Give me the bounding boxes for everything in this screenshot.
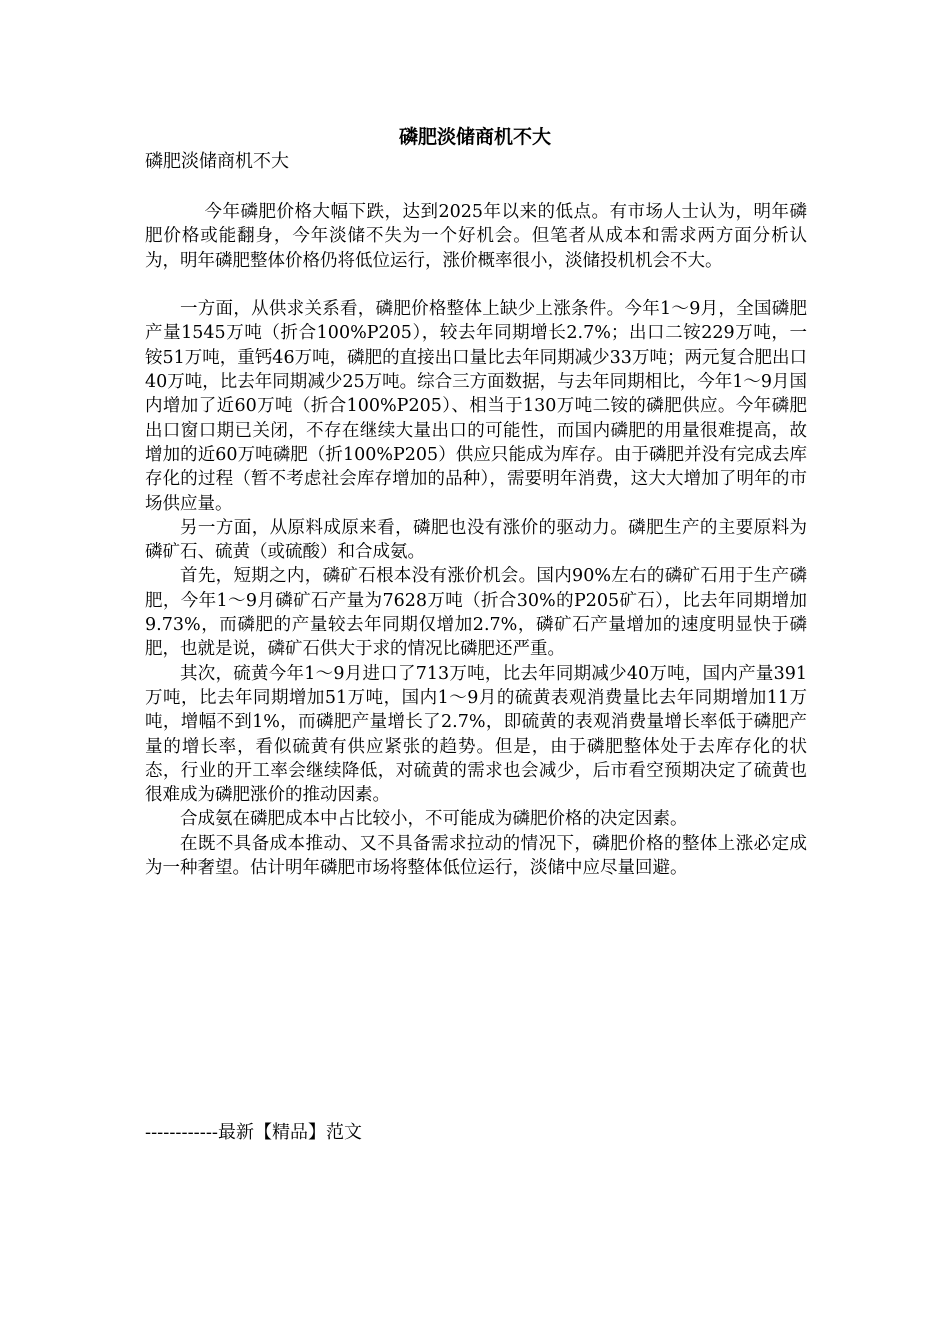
document-subtitle: 磷肥淡储商机不大	[145, 151, 289, 172]
paragraph-phosphate-rock: 首先，短期之内，磷矿石根本没有涨价机会。国内90%左右的磷矿石用于生产磷肥，今年1～9月磷矿石产量为7628万吨（折合30%的P205矿石），比去年同期增加9.73%，而磷肥的产量较去年同期仅增加2.7%，磷矿石产量增加的速度明显快于磷肥，也就是说，磷矿石供大于求的情况比磷肥还严重。	[145, 566, 807, 660]
document-body	[145, 200, 807, 880]
document-title: 磷肥淡储商机不大	[398, 126, 551, 148]
paragraph-conclusion: 在既不具备成本推动、又不具备需求拉动的情况下，磷肥价格的整体上涨必定成为一种奢望。估计明年磷肥市场将整体低位运行，淡储中应尽量回避。	[145, 833, 807, 879]
paragraph-intro: 今年磷肥价格大幅下跌，达到2025年以来的低点。有市场人士认为，明年磷肥价格或能翻身，今年淡储不失为一个好机会。但笔者从成本和需求两方面分析认为，明年磷肥整体价格仍将低位运行，涨价概率很小，淡储投机机会不大。	[145, 202, 807, 271]
paragraph-ammonia: 合成氨在磷肥成本中占比较小，不可能成为磷肥价格的决定因素。	[180, 809, 688, 830]
paragraph-supply-demand: 一方面，从供求关系看，磷肥价格整体上缺少上涨条件。今年1～9月，全国磷肥产量1545万吨（折合100%P205），较去年同期增长2.7%；出口二铵229万吨，一铵51万吨，重钙46万吨，磷肥的直接出口量比去年同期减少33万吨；两元复合肥出口40万吨，比去年同期减少25万吨。综合三方面数据，与去年同期相比，今年1～9月国内增加了近60万吨（折合100%P205）、相当于130万吨二铵的磷肥供应。今年磷肥出口窗口期已关闭，不存在继续大量出口的可能性，而国内磷肥的用量很难提高，故增加的近60万吨磷肥（折100%P205）供应只能成为库存。由于磷肥并没有完成去库存化的过程（暂不考虑社会库存增加的品种），需要明年消费，这大大增加了明年的市场供应量。	[145, 299, 807, 514]
paragraph-sulfur: 其次，硫黄今年1～9月进口了713万吨，比去年同期减少40万吨，国内产量391万吨，比去年同期增加51万吨，国内1～9月的硫黄表观消费量比去年同期增加11万吨，增幅不到1%，而磷肥产量增长了2.7%，即硫黄的表观消费量增长率低于磷肥产量的增长率，看似硫黄有供应紧张的趋势。但是，由于磷肥整体处于去库存化的状态，行业的开工率会继续降低，对硫黄的需求也会减少，后市看空预期决定了硫黄也很难成为磷肥涨价的推动因素。	[145, 663, 807, 806]
document-footer: ------------最新【精品】范文	[145, 1122, 362, 1143]
paragraph-raw-materials: 另一方面，从原料成原来看，磷肥也没有涨价的驱动力。磷肥生产的主要原料为磷矿石、硫黄（或硫酸）和合成氨。	[145, 517, 807, 563]
